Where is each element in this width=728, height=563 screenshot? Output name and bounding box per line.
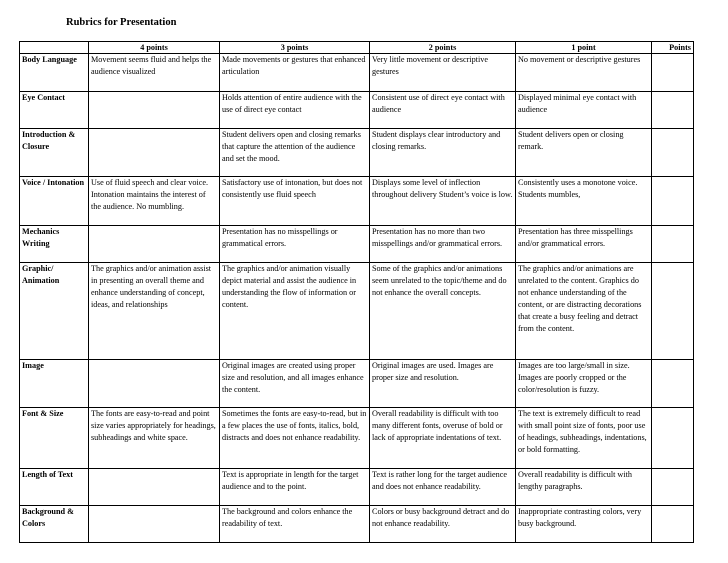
criterion-cell: Graphic/ Animation	[20, 263, 89, 360]
cell-2-points: Consistent use of direct eye contact with audience	[370, 92, 516, 129]
header-1-point: 1 point	[516, 42, 652, 54]
cell-3-points: Text is appropriate in length for the target audience and to the point.	[220, 469, 370, 506]
criterion-cell: Introduction & Closure	[20, 129, 89, 177]
cell-1-point: Overall readability is difficult with lengthy paragraphs.	[516, 469, 652, 506]
criterion-cell: Voice / Intonation	[20, 177, 89, 226]
table-row	[20, 469, 694, 506]
document-title: Rubrics for Presentation	[66, 17, 177, 28]
cell-4-points: Use of fluid speech and clear voice. Intonation maintains the interest of the audience. No mumbling.	[89, 177, 220, 226]
cell-1-point: No movement or descriptive gestures	[516, 54, 652, 92]
cell-points	[652, 263, 694, 360]
cell-points	[652, 54, 694, 92]
cell-points	[652, 360, 694, 408]
cell-points	[652, 408, 694, 469]
criterion-cell: Background & Colors	[20, 506, 89, 543]
cell-3-points: Made movements or gestures that enhanced articulation	[220, 54, 370, 92]
cell-3-points: Satisfactory use of intonation, but does not consistently use fluid speech	[220, 177, 370, 226]
table-row	[20, 177, 694, 226]
table-row	[20, 226, 694, 263]
criterion-cell: Length of Text	[20, 469, 89, 506]
cell-3-points: Presentation has no misspellings or grammatical errors.	[220, 226, 370, 263]
table-row	[20, 360, 694, 408]
cell-points	[652, 506, 694, 543]
cell-4-points	[89, 506, 220, 543]
criterion-cell: Eye Contact	[20, 92, 89, 129]
cell-4-points	[89, 129, 220, 177]
table-row	[20, 506, 694, 543]
cell-2-points: Original images are used. Images are proper size and resolution.	[370, 360, 516, 408]
cell-2-points: Some of the graphics and/or animations seem unrelated to the topic/theme and do not enhance the overall concepts.	[370, 263, 516, 360]
header-row	[20, 42, 694, 54]
criterion-cell: Body Language	[20, 54, 89, 92]
cell-2-points: Overall readability is difficult with too many different fonts, overuse of bold or lack of appropriate indentations of text.	[370, 408, 516, 469]
cell-3-points: Student delivers open and closing remarks that capture the attention of the audience and set the mood.	[220, 129, 370, 177]
cell-1-point: Displayed minimal eye contact with audience	[516, 92, 652, 129]
cell-4-points: Movement seems fluid and helps the audience visualized	[89, 54, 220, 92]
cell-3-points: The background and colors enhance the readability of text.	[220, 506, 370, 543]
cell-1-point: Student delivers open or closing remark.	[516, 129, 652, 177]
table-row	[20, 263, 694, 360]
cell-2-points: Very little movement or descriptive gestures	[370, 54, 516, 92]
header-3-points: 3 points	[220, 42, 370, 54]
cell-2-points: Student displays clear introductory and closing remarks.	[370, 129, 516, 177]
header-2-points: 2 points	[370, 42, 516, 54]
cell-4-points	[89, 226, 220, 263]
cell-1-point: Presentation has three misspellings and/or grammatical errors.	[516, 226, 652, 263]
cell-4-points	[89, 360, 220, 408]
cell-points	[652, 92, 694, 129]
cell-1-point: Images are too large/small in size. Images are poorly cropped or the color/resolution is fuzzy.	[516, 360, 652, 408]
cell-3-points: Original images are created using proper size and resolution, and all images enhance the content.	[220, 360, 370, 408]
cell-1-point: The text is extremely difficult to read with small point size of fonts, poor use of headings, subheadings, indentations, or bold formatting.	[516, 408, 652, 469]
table-row	[20, 129, 694, 177]
table-row	[20, 54, 694, 92]
cell-points	[652, 469, 694, 506]
cell-3-points: Sometimes the fonts are easy-to-read, but in a few places the use of fonts, italics, bold, distracts and does not enhance readability.	[220, 408, 370, 469]
criterion-cell: Font & Size	[20, 408, 89, 469]
cell-points	[652, 226, 694, 263]
cell-1-point: Consistently uses a monotone voice. Students mumbles,	[516, 177, 652, 226]
table-row	[20, 408, 694, 469]
cell-4-points	[89, 92, 220, 129]
cell-3-points: The graphics and/or animation visually depict material and assist the audience in understanding the flow of information or content.	[220, 263, 370, 360]
header-points: Points	[652, 42, 694, 54]
header-4-points: 4 points	[89, 42, 220, 54]
rubric-table	[19, 41, 694, 543]
cell-points	[652, 177, 694, 226]
header-criterion	[20, 42, 89, 54]
cell-1-point: The graphics and/or animations are unrelated to the content. Graphics do not enhance understanding of the content, or are distracting decorations that create a busy feeling and detract from the content.	[516, 263, 652, 360]
cell-3-points: Holds attention of entire audience with the use of direct eye contact	[220, 92, 370, 129]
cell-points	[652, 129, 694, 177]
cell-2-points: Text is rather long for the target audience and does not enhance readability.	[370, 469, 516, 506]
cell-1-point: Inappropriate contrasting colors, very busy background.	[516, 506, 652, 543]
cell-4-points	[89, 469, 220, 506]
criterion-cell: Image	[20, 360, 89, 408]
criterion-cell: Mechanics Writing	[20, 226, 89, 263]
cell-4-points: The fonts are easy-to-read and point size varies appropriately for headings, subheadings and white space.	[89, 408, 220, 469]
cell-2-points: Colors or busy background detract and do not enhance readability.	[370, 506, 516, 543]
cell-2-points: Displays some level of inflection throughout delivery Student’s voice is low.	[370, 177, 516, 226]
cell-2-points: Presentation has no more than two misspellings and/or grammatical errors.	[370, 226, 516, 263]
cell-4-points: The graphics and/or animation assist in presenting an overall theme and enhance understanding of concept, ideas, and relationships	[89, 263, 220, 360]
table-row	[20, 92, 694, 129]
